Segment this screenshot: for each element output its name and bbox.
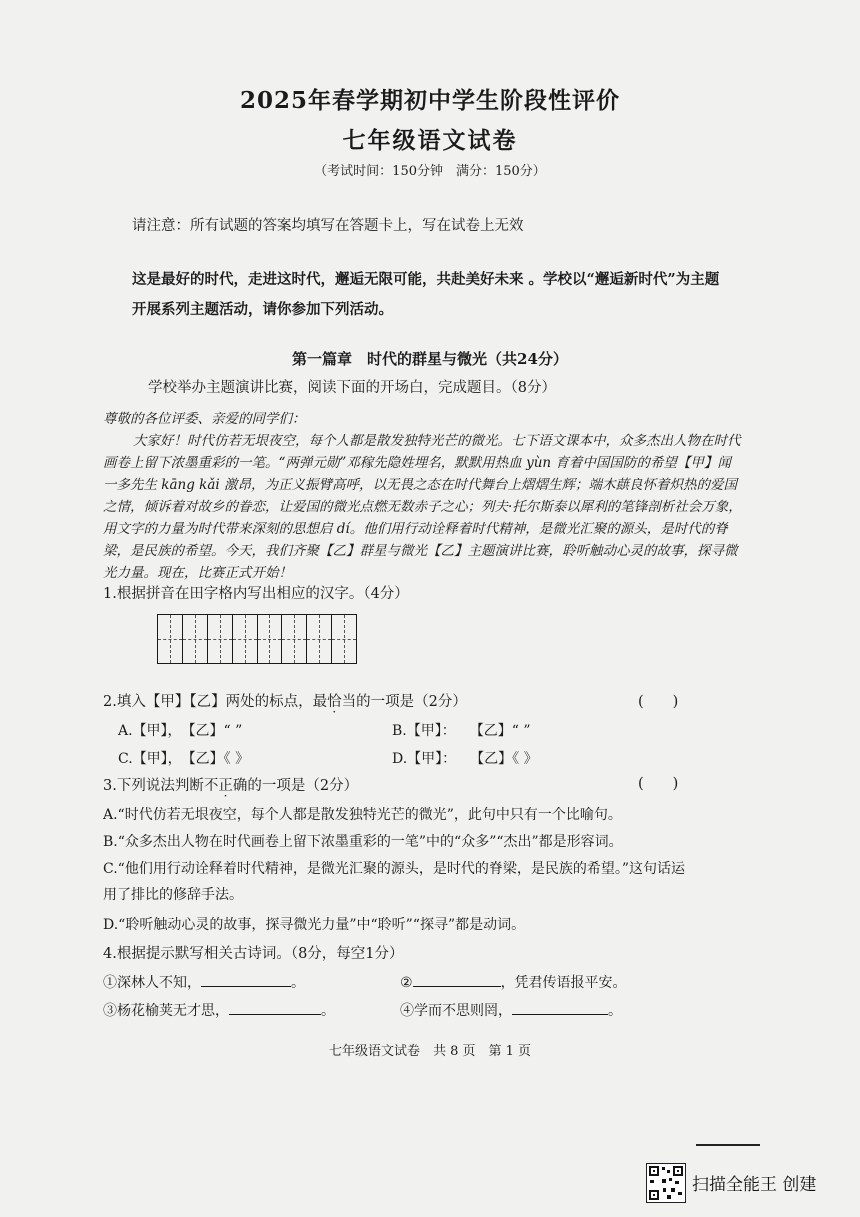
- poem-prompt-end: 。: [291, 975, 305, 991]
- tian-grid-cell: [233, 615, 258, 663]
- answer-parentheses: ( ): [638, 694, 679, 710]
- option-c: C.“他们用行动诠释着时代精神，是微光汇聚的源头，是时代的脊梁，是民族的希望。”这句话运: [103, 861, 685, 877]
- option-a: A.【甲】， 【乙】“ ”: [118, 723, 243, 739]
- qr-code-icon: [646, 1163, 686, 1203]
- fill-blank: [201, 972, 291, 987]
- option-a: A.“时代仿若无垠夜空，每个人都是散发独特光芒的微光”，此句中只有一个比喻句。: [103, 807, 622, 823]
- intro-paragraph: 这是最好的时代，走进这时代，邂逅无限可能，共赴美好未来 。学校以“邂逅新时代”为主题开展系列主题活动，请你参加下列活动。: [132, 271, 720, 318]
- exam-subtitle: 七年级语文试卷: [342, 127, 518, 154]
- poem-line-4: [400, 1000, 622, 1020]
- poem-line-2: [400, 972, 627, 992]
- question-1: 1.根据拼音在田字格内写出相应的汉字。（4分）: [103, 586, 409, 602]
- emphasized-text: 最恰当: [312, 694, 357, 710]
- answer-parentheses: ( ): [638, 776, 679, 792]
- poem-prompt: ④学而不思则罔，: [400, 1003, 512, 1019]
- speech-greeting: 尊敬的各位评委、亲爱的同学们：: [103, 411, 306, 427]
- scanner-watermark: 扫描全能王 创建: [692, 1175, 817, 1195]
- tian-grid-cell: [307, 615, 332, 663]
- notice-text: 请注意：所有试题的答案均填写在答题卡上，写在试卷上无效: [132, 218, 524, 234]
- poem-line-3: [103, 1000, 335, 1020]
- poem-prompt: ①深林人不知，: [103, 975, 201, 991]
- section-task: 学校举办主题演讲比赛，阅读下面的开场白，完成题目。（8分）: [148, 380, 556, 396]
- poem-prompt: ②: [400, 975, 413, 991]
- option-d: D.“聆听触动心灵的故事，探寻微光力量”中“聆听”“探寻”都是动词。: [103, 917, 526, 933]
- option-d: D.【甲】： 【乙】《 》: [392, 751, 538, 767]
- tian-grid-answer-box: [157, 614, 357, 664]
- scan-mark-line: [696, 1144, 760, 1146]
- tian-grid-cell: [208, 615, 233, 663]
- fill-blank: [413, 972, 501, 987]
- poem-line-1: [103, 972, 305, 992]
- question-4: 4.根据提示默写相关古诗词。（8分，每空1分）: [103, 946, 404, 962]
- question-2: [103, 690, 467, 711]
- poem-prompt-end: 。: [321, 1003, 335, 1019]
- option-b: B.“众多杰出人物在时代画卷上留下浓墨重彩的一笔”中的“众多”“杰出”都是形容词。: [103, 834, 623, 850]
- fill-blank: [512, 1000, 608, 1015]
- qr-code-graphic: [647, 1164, 685, 1202]
- question-3: [103, 774, 358, 795]
- question-3-stem: 3.下列说法判断: [103, 778, 204, 794]
- tian-grid-cell: [332, 615, 356, 663]
- section-title: 第一篇章 时代的群星与微光（共24分）: [292, 350, 568, 368]
- question-3-stem-end: 的一项是（2分）: [247, 778, 359, 794]
- exam-title: 2025年春学期初中学生阶段性评价: [239, 87, 620, 114]
- fill-blank: [229, 1000, 321, 1015]
- emphasis-dots: [313, 694, 357, 710]
- tian-grid-cell: [258, 615, 283, 663]
- tian-grid-cell: [158, 615, 183, 663]
- tian-grid-cell: [282, 615, 307, 663]
- poem-prompt: ③杨花榆荚无才思，: [103, 1003, 229, 1019]
- poem-prompt-end: 。: [608, 1003, 622, 1019]
- question-2-stem: 2.填入【甲】【乙】两处的标点，: [103, 694, 313, 710]
- tian-grid-cell: [183, 615, 208, 663]
- option-c-continued: 用了排比的修辞手法。: [103, 887, 243, 903]
- option-c: C.【甲】， 【乙】《 》: [118, 751, 250, 767]
- question-2-stem-end: 的一项是（2分）: [356, 694, 467, 710]
- speech-paragraph: 大家好！时代仿若无垠夜空，每个人都是散发独特光芒的微光。七下语文课本中，众多杰出人物在时代画卷上留下浓墨重彩的一笔。“两弹元勋”邓稼先隐姓埋名，默默用热血 yùn 育着中国国防的希望【甲】闻一多先生 kāng kǎi 激昂，为正义振臂高呼，以无畏之态在时代舞台上熠熠生辉；端木蕻良怀着炽热的爱国之情，倾诉着对故乡的眷恋，让爱国的微光点燃无数赤子之心；列夫·托尔斯泰以犀利的笔锋剖析社会万象，用文字的力量为时代带来深刻的思想启 dí。他们用行动诠释着时代精神，是微光汇聚的源头，是时代的脊梁，是民族的希望。今天，我们齐聚【乙】群星与微光【乙】主题演讲比赛，聆听触动心灵的故事，探寻微光力量。现在，比赛正式开始！: [103, 433, 742, 581]
- option-b: B.【甲】： 【乙】“ ”: [392, 723, 531, 739]
- emphasized-text: 不正确: [203, 778, 248, 794]
- page-footer: 七年级语文试卷 共 8 页 第 1 页: [328, 1044, 532, 1059]
- poem-prompt-end: ，凭君传语报平安。: [500, 975, 627, 991]
- exam-info: （考试时间：150分钟 满分：150分）: [314, 164, 546, 179]
